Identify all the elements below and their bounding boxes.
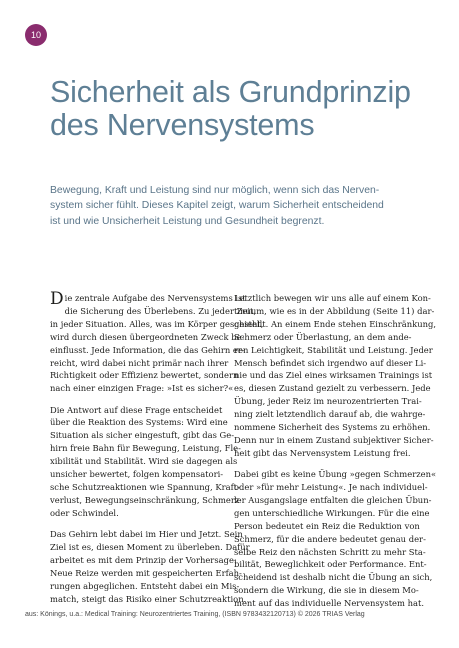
body-paragraph	[234, 468, 437, 610]
body-line: es, diesen Zustand gezielt zu verbessern. Jede	[234, 383, 431, 394]
body-line: xibilität und Stabilität. Wird sie dagegen als	[50, 456, 238, 467]
body-line: verlust, Bewegungseinschränkung, Schmerz	[50, 494, 240, 505]
body-column-left	[50, 289, 264, 614]
lead-paragraph	[50, 183, 420, 229]
body-line: arbeitet es mit dem Prinzip der Vorhersage:	[50, 554, 237, 565]
body-line: unsicher bewertet, folgen kompensatori-	[50, 469, 224, 480]
drop-cap: D	[50, 289, 64, 309]
source-footer: aus: Könings, u.a.: Medical Training: Neurozentriertes Training, (ISBN 9783432120713) © 2026 TRIAS Verlag	[25, 611, 365, 618]
body-line: selbe Reiz den nächsten Schritt zu mehr Sta-	[234, 546, 426, 557]
body-line: tinuum, wie es in der Abbildung (Seite 11) dar-	[234, 305, 435, 316]
body-line: scheidend ist deshalb nicht die Übung an sich,	[234, 572, 433, 583]
body-line: einflusst. Jede Information, die das Gehirn er-	[50, 344, 245, 355]
chapter-title	[50, 76, 411, 142]
body-paragraph	[234, 292, 437, 460]
body-line: ren Leichtigkeit, Stabilität und Leistung. Jeder	[234, 344, 433, 355]
body-line: nommene Sicherheit des Systems zu erhöhen.	[234, 422, 431, 433]
body-line: über die Reaktion des Systems: Wird eine	[50, 417, 228, 428]
body-line: bilität, Beweglichkeit oder Performance. Ent-	[234, 559, 427, 570]
body-line: ler Ausgangslage entfalten die gleichen Übun-	[234, 494, 432, 505]
body-paragraph	[50, 289, 264, 395]
body-line: rungen abgeglichen. Entsteht dabei ein Mis-	[50, 580, 240, 591]
body-line: sche Schutzreaktionen wie Spannung, Kraft-	[50, 481, 240, 492]
body-line: oder »für mehr Leistung«. Je nach individuel-	[234, 481, 428, 492]
body-line: heit gibt das Nervensystem Leistung frei.	[234, 447, 411, 458]
lead-line: Bewegung, Kraft und Leistung sind nur möglich, wenn sich das Nerven-	[50, 185, 380, 196]
body-line: wird durch diesen übergeordneten Zweck be-	[50, 331, 245, 342]
body-line: Letztlich bewegen wir uns alle auf einem Kon-	[234, 293, 431, 303]
body-line: Schmerz oder Überlastung, an dem ande-	[234, 331, 412, 342]
body-line: Richtigkeit oder Effizienz bewertet, sondern	[50, 370, 239, 381]
chapter-title-line: des Nervensystems	[50, 108, 315, 142]
body-line: Die Antwort auf diese Frage entscheidet	[50, 404, 223, 415]
body-line: nie und das Ziel eines wirksamen Trainings ist	[234, 370, 433, 381]
body-line: ie zentrale Aufgabe des Nervensystems ist	[64, 293, 246, 303]
body-line: oder Schwindel.	[50, 507, 119, 518]
body-paragraph	[50, 528, 250, 605]
body-line: Situation als sicher eingestuft, gibt das Ge-	[50, 430, 235, 441]
body-column-right	[234, 292, 437, 618]
body-line: Übung, jeder Reiz im neurozentrierten Trai-	[234, 396, 422, 407]
body-line: Das Gehirn lebt dabei im Hier und Jetzt. Sein	[50, 529, 243, 539]
lead-line: ist und wie Unsicherheit Leistung und Gesundheit begrenzt.	[50, 215, 325, 227]
body-line: Schmerz, für die andere bedeutet genau der-	[234, 533, 426, 544]
body-line: match, steigt das Risiko einer Schutzreaktion.	[50, 593, 247, 604]
body-line: Ziel ist es, diesen Moment zu überleben. Dafür	[50, 541, 250, 552]
lead-line: system sicher fühlt. Dieses Kapitel zeigt, warum Sicherheit entscheidend	[50, 200, 384, 212]
body-line: sondern die Wirkung, die sie in diesem Mo-	[234, 585, 419, 596]
body-line: ment auf das individuelle Nervensystem hat.	[234, 598, 425, 609]
body-line: hirn freie Bahn für Bewegung, Leistung, Fle-	[50, 443, 241, 454]
body-line: die Sicherung des Überlebens. Zu jeder Zeit,	[64, 305, 257, 316]
body-line: in jeder Situation. Alles, was im Körper geschieht,	[50, 318, 264, 329]
page-number-badge: 10	[25, 24, 47, 46]
chapter-title-line: Sicherheit als Grundprinzip	[50, 75, 411, 109]
body-line: reicht, wird dabei nicht primär nach ihrer	[50, 357, 229, 368]
body-line: Person bedeutet ein Reiz die Reduktion von	[234, 520, 420, 531]
body-paragraph	[50, 404, 241, 520]
body-line: Neue Reize werden mit gespeicherten Erfah-	[50, 567, 242, 578]
body-line: gen unterschiedliche Wirkungen. Für die eine	[234, 507, 430, 518]
body-line: nach einer einzigen Frage: »Ist es sicher?«	[50, 383, 234, 394]
body-line: Dabei gibt es keine Übung »gegen Schmerzen«	[234, 469, 437, 480]
body-line: Mensch befindet sich irgendwo auf dieser Li-	[234, 357, 427, 368]
body-line: ning zielt letztendlich darauf ab, die wahrge-	[234, 409, 426, 420]
body-line: gestellt. An einem Ende stehen Einschränkung,	[234, 318, 437, 329]
body-line: Denn nur in einem Zustand subjektiver Sicher-	[234, 434, 434, 445]
